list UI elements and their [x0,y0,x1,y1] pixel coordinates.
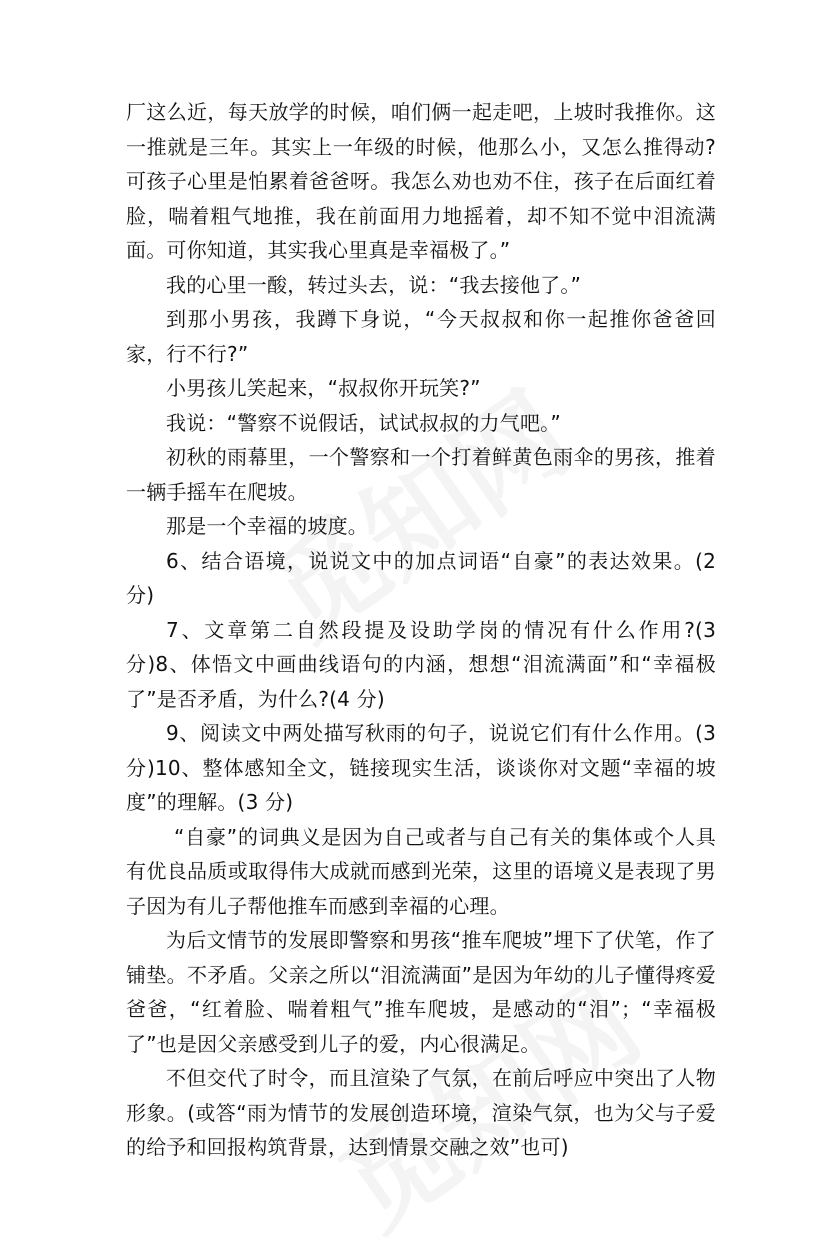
paragraph: 我说：“警察不说假话，试试叔叔的力气吧。” [166,410,561,435]
question-7-8: 7、文章第二自然段提及设助学岗的情况有什么作用?(3 分)8、体悟文中画曲线语句的内涵，想想“泪流满面”和“幸福极了”是否矛盾，为什么?(4 分) [126,617,716,711]
document-body [126,95,716,1165]
answer-6: “自豪”的词典义是因为自己或者与自己有关的集体或个人具有优良品质或取得伟大成就而感到光荣，这里的语境义是表现了男子因为有儿子帮他推车而感到幸福的心理。 [126,824,716,918]
paragraph: 小男孩儿笑起来，“叔叔你开玩笑?” [166,376,481,400]
answer-7-8: 为后文情节的发展即警察和男孩“推车爬坡”埋下了伏笔，作了铺垫。不矛盾。父亲之所以“泪流满面”是因为年幼的儿子懂得疼爱爸爸，“红着脸、喘着粗气”推车爬坡，是感动的“泪”；“幸福极了”也是因父亲感受到儿子的爱，内心很满足。 [126,928,716,1056]
paragraph: 初秋的雨幕里，一个警察和一个打着鲜黄色雨伞的男孩，推着一辆手摇车在爬坡。 [126,445,716,504]
question-9-10: 9、阅读文中两处描写秋雨的句子，说说它们有什么作用。(3 分)10、整体感知全文，链接现实生活，谈谈你对文题“幸福的坡度”的理解。(3 分) [126,721,716,814]
question-6: 6、结合语境，说说文中的加点词语“自豪”的表达效果。(2 分) [126,548,716,607]
paragraph: 到那小男孩，我蹲下身说，“今天叔叔和你一起推你爸爸回家，行不行?” [126,307,716,366]
paragraph: 那是一个幸福的坡度。 [166,514,368,538]
paragraph: 厂这么近，每天放学的时候，咱们俩一起走吧，上坡时我推你。这一推就是三年。其实上一年级的时候，他那么小，又怎么推得动?可孩子心里是怕累着爸爸呀。我怎么劝也劝不住，孩子在后面红着脸，喘着粗气地推，我在前面用力地摇着，却不知不觉中泪流满面。可你知道，其实我心里真是幸福极了。” [126,100,716,262]
paragraph: 我的心里一酸，转过头去，说：“我去接他了。” [166,272,582,297]
answer-9: 不但交代了时令，而且渲染了气氛，在前后呼应中突出了人物形象。(或答“雨为情节的发展创造环境，渲染气氛，也为父与子爱的给予和回报构筑背景，达到情景交融之效”也可) [126,1066,716,1159]
